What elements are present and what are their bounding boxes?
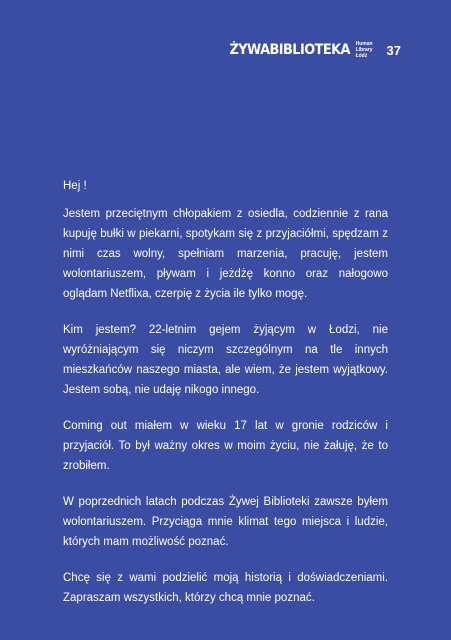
paragraph: Kim jestem? 22-letnim gejem żyjącym w Łodzi, nie wyróżniającym się niczym szczególnym na tle innych mieszkańców naszego miasta, ale wiem, że jestem wyjątkowy. Jestem sobą, nie udaję nikogo innego. — [63, 324, 388, 396]
paragraph: W poprzednich latach podczas Żywej Biblioteki zawsze byłem wolontariuszem. Przyciąga mnie klimat tego miejsca i ludzie, których mam możliwość poznać. — [63, 496, 388, 548]
logo-subtitle-line: Library — [355, 47, 373, 53]
logo-subtitle-line: Human — [355, 41, 373, 47]
paragraph: Chcę się z wami podzielić moją historią i doświadczeniami. Zapraszam wszystkich, którzy chcą mnie poznać. — [63, 572, 388, 604]
page-number: 37 — [386, 42, 401, 58]
greeting: Hej ! — [63, 180, 87, 192]
logo-subtitle — [356, 41, 373, 59]
logo-subtitle-line: Łódź — [355, 53, 368, 59]
paragraph: Coming out miałem w wieku 17 lat w gronie rodziców i przyjaciół. To był ważny okres w moim życiu, nie żałuję, że to zrobiłem. — [63, 420, 388, 472]
body-text — [63, 176, 388, 624]
page-header — [219, 39, 401, 61]
paragraph: Jestem przeciętnym chłopakiem z osiedla, codziennie z rana kupuję bułki w piekarni, spotykam się z przyjaciółmi, spędzam z nimi czas wolny, spełniam marzenia, pracuję, jestem wolontariuszem, pływam i jeżdżę konno oraz nałogowo oglądam Netflixa, czerpię z życia ile tylko mogę. — [63, 208, 388, 300]
zywa-biblioteka-logo: ŻYWABIBLIOTEKA — [229, 42, 350, 58]
